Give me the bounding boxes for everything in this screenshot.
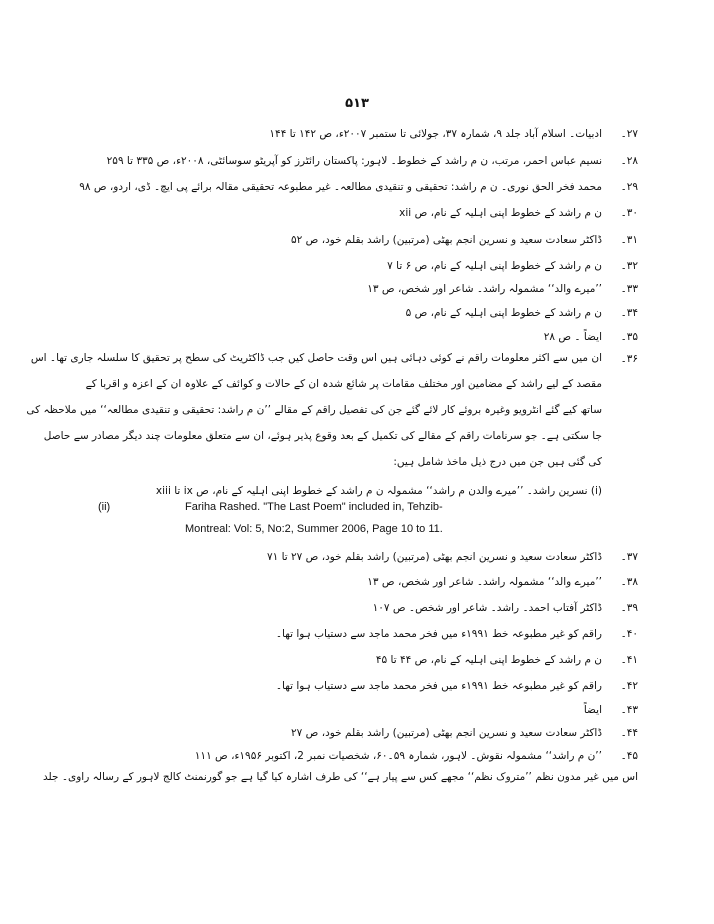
note-text: ایضاً — [583, 704, 602, 716]
paragraph-line: جا سکتی ہے۔ جو سرنامات راقم کے مقالے کی تکمیل کے بعد وقوع پذیر ہوئے، ان سے متعلق معلومات چند دیگر مصادر سے حاصل — [43, 430, 602, 442]
note-number: ۴۲۔ — [620, 680, 638, 692]
note-text: ’’میرے والد‘‘ مشمولہ راشد۔ شاعر اور شخص، ص ۱۳ — [367, 576, 602, 588]
note-number: ۴۱۔ — [620, 654, 638, 666]
note-number: ۳۴۔ — [620, 307, 638, 319]
note-number: ۳۸۔ — [620, 576, 638, 588]
note-number: ۴۳۔ — [620, 704, 638, 716]
note-text: راقم کو غیر مطبوعہ خط ۱۹۹۱ء میں فخر محمد ماجد سے دستیاب ہوا تھا۔ — [275, 628, 602, 640]
note-text: ن م راشد کے خطوط اپنی اہلیہ کے نام، ص ۵ — [405, 307, 602, 319]
note-text: ڈاکٹر سعادت سعید و نسرین انجم بھٹی (مرتبین) راشد بقلم خود، ص ۲۷ تا ۷۱ — [266, 551, 602, 563]
note-text: ن م راشد کے خطوط اپنی اہلیہ کے نام، ص xii — [399, 207, 602, 219]
paragraph-line: کی گئی ہیں جن میں درج ذیل ماخذ شامل ہیں: — [393, 456, 602, 468]
note-text: ن م راشد کے خطوط اپنی اہلیہ کے نام، ص ۴۴ تا ۴۵ — [375, 654, 602, 666]
note-text: ’’میرے والد‘‘ مشمولہ راشد۔ شاعر اور شخص، ص ۱۳ — [367, 283, 602, 295]
note-number: ۲۷۔ — [620, 128, 638, 140]
note-number: ۳۷۔ — [620, 551, 638, 563]
continuation-paragraph: اس میں غیر مدون نظم ’’متروک نظم‘‘ مجھے کس سے پیار ہے‘‘ کی طرف اشارہ کیا گیا ہے جو گورنمنٹ کالج لاہور کے رسالہ راوی۔ جلد — [43, 771, 638, 783]
note-text: محمد فخر الحق نوری۔ ن م راشد: تحقیقی و تنقیدی مطالعہ۔ غیر مطبوعہ تحقیقی مقالہ برائے پی ایچ۔ ڈی، اردو، ص ۹۸ — [79, 181, 602, 193]
note-number: ۳۳۔ — [620, 283, 638, 295]
note-number: ۳۶۔ — [620, 353, 638, 365]
note-text: راقم کو غیر مطبوعہ خط ۱۹۹۱ء میں فخر محمد ماجد سے دستیاب ہوا تھا۔ — [275, 680, 602, 692]
source-item-i: (i) نسرین راشد۔ ’’میرے والدن م راشد‘‘ مشمولہ ن م راشد کے خطوط اپنی اہلیہ کے نام، ص ix تا xiii — [155, 485, 602, 497]
note-number: ۳۵۔ — [620, 331, 638, 343]
note-number: ۳۹۔ — [620, 602, 638, 614]
note-text: ڈاکٹر آفتاب احمد۔ راشد۔ شاعر اور شخص۔ ص ۱۰۷ — [372, 602, 602, 614]
note-paragraph — [26, 350, 602, 480]
paragraph-line: ساتھ کیے گئے انٹرویو وغیرہ بروئے کار لائے گئے جن کی تفصیل راقم کے مقالے ’’ن م راشد: تحقیقی و تنقیدی مطالعہ‘‘ میں ملاحظہ کی — [26, 404, 602, 416]
source-item-ii-line1: Fariha Rashed. "The Last Poem" included in, Tehzib- — [185, 501, 443, 513]
note-number: ۳۰۔ — [620, 207, 638, 219]
paragraph-line: مقصد کے لیے راشد کے مضامین اور مختلف مقامات پر شائع شدہ ان کے حالات و کوائف کے علاوہ ان کے اعزہ و اقربا کے — [85, 378, 602, 390]
source-item-ii-label: (ii) — [98, 501, 111, 513]
note-text: ادبیات۔ اسلام آباد جلد ۹، شمارہ ۳۷، جولائی تا ستمبر ۲۰۰۷ء، ص ۱۴۲ تا ۱۴۴ — [269, 128, 602, 140]
source-item-ii-line2: Montreal: Vol: 5, No:2, Summer 2006, Page 10 to 11. — [185, 523, 443, 535]
note-text: نسیم عباس احمر، مرتب، ن م راشد کے خطوط۔ لاہور: پاکستان رائٹرز کو آپریٹو سوسائٹی، ۲۰۰۸ء، ص ۳۳۵ تا ۲۵۹ — [106, 155, 602, 167]
note-number: ۴۵۔ — [620, 750, 638, 762]
note-number: ۴۰۔ — [620, 628, 638, 640]
note-text: ن م راشد کے خطوط اپنی اہلیہ کے نام، ص ۶ تا ۷ — [387, 260, 602, 272]
note-number: ۴۴۔ — [620, 727, 638, 739]
page-number: ۵۱۳ — [345, 96, 369, 111]
paragraph-line: ان میں سے اکثر معلومات راقم نے کوئی دہائی ہیں اس وقت حاصل کیں جب ڈاکٹریٹ کی سطح پر تحقیق کا سلسلہ جاری تھا۔ اس — [30, 352, 602, 364]
note-text: ’’ن م راشد‘‘ مشمولہ نقوش۔ لاہور، شمارہ ۵۹۔۶۰، شخصیات نمبر 2، اکتوبر ۱۹۵۶ء، ص ۱۱۱ — [194, 750, 602, 762]
note-text: ڈاکٹر سعادت سعید و نسرین انجم بھٹی (مرتبین) راشد بقلم خود، ص ۵۲ — [291, 234, 602, 246]
note-text: ڈاکٹر سعادت سعید و نسرین انجم بھٹی (مرتبین) راشد بقلم خود، ص ۲۷ — [291, 727, 602, 739]
note-number: ۲۸۔ — [620, 155, 638, 167]
note-text: ایضاً ۔ ص ۲۸ — [543, 331, 602, 343]
note-number: ۳۱۔ — [620, 234, 638, 246]
note-number: ۳۲۔ — [620, 260, 638, 272]
note-number: ۲۹۔ — [620, 181, 638, 193]
